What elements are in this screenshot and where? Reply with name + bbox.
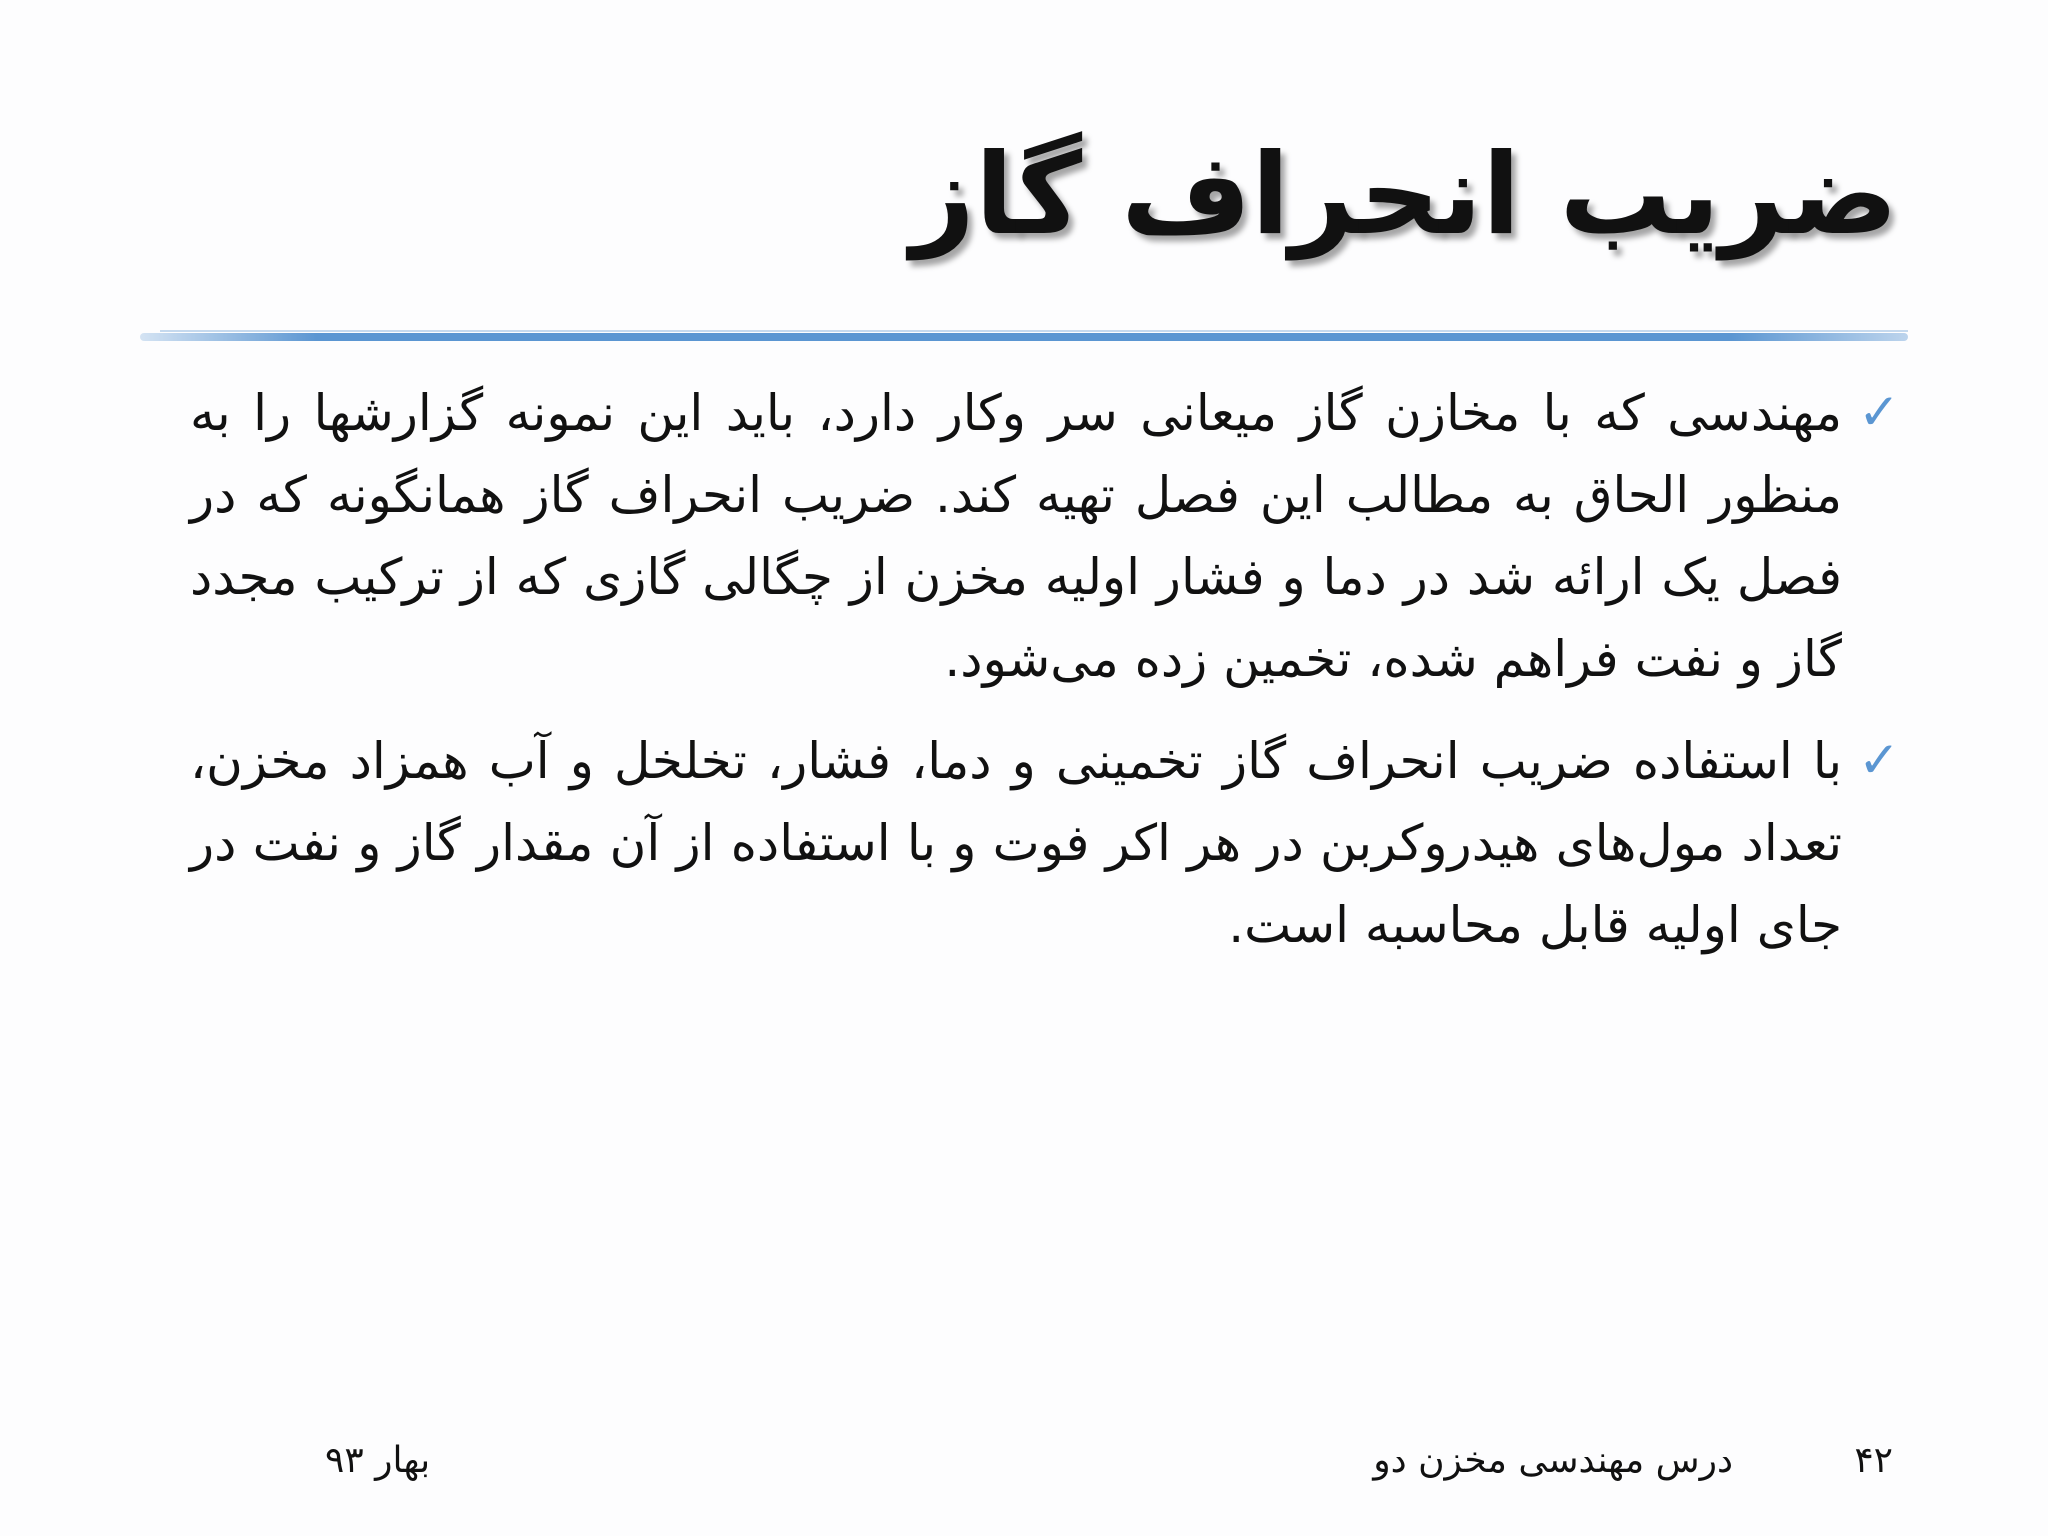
check-icon: ✓: [1858, 383, 1900, 441]
bullet-list: [190, 372, 1898, 986]
page-number: ۴۲: [1854, 1440, 1893, 1481]
footer-date: بهار ۹۳: [325, 1440, 431, 1481]
title-divider: [140, 333, 1908, 341]
slide-title: ضریب انحراف گاز: [910, 130, 1898, 260]
bullet-item: [190, 372, 1898, 700]
check-icon: ✓: [1858, 731, 1900, 789]
bullet-text: با استفاده ضریب انحراف گاز تخمینی و دما، فشار، تخلخل و آب همزاد مخزن، تعداد مول‌های هیدروکربن در هر اکر فوت و با استفاده از آن مقدار گاز و نفت در جای اولیه قابل محاسبه است.: [190, 732, 1842, 954]
footer-course-name: درس مهندسی مخزن دو: [1373, 1440, 1733, 1481]
bullet-text: مهندسی که با مخازن گاز میعانی سر وکار دارد، باید این نمونه گزارشها را به منظور الحاق به مطالب این فصل تهیه کند. ضریب انحراف گاز همانگونه که در فصل یک ارائه شد در دما و فشار اولیه مخزن از چگالی گازی که از ترکیب مجدد گاز و نفت فراهم شده، تخمین زده می‌شود.: [190, 384, 1842, 688]
bullet-item: [190, 720, 1898, 966]
